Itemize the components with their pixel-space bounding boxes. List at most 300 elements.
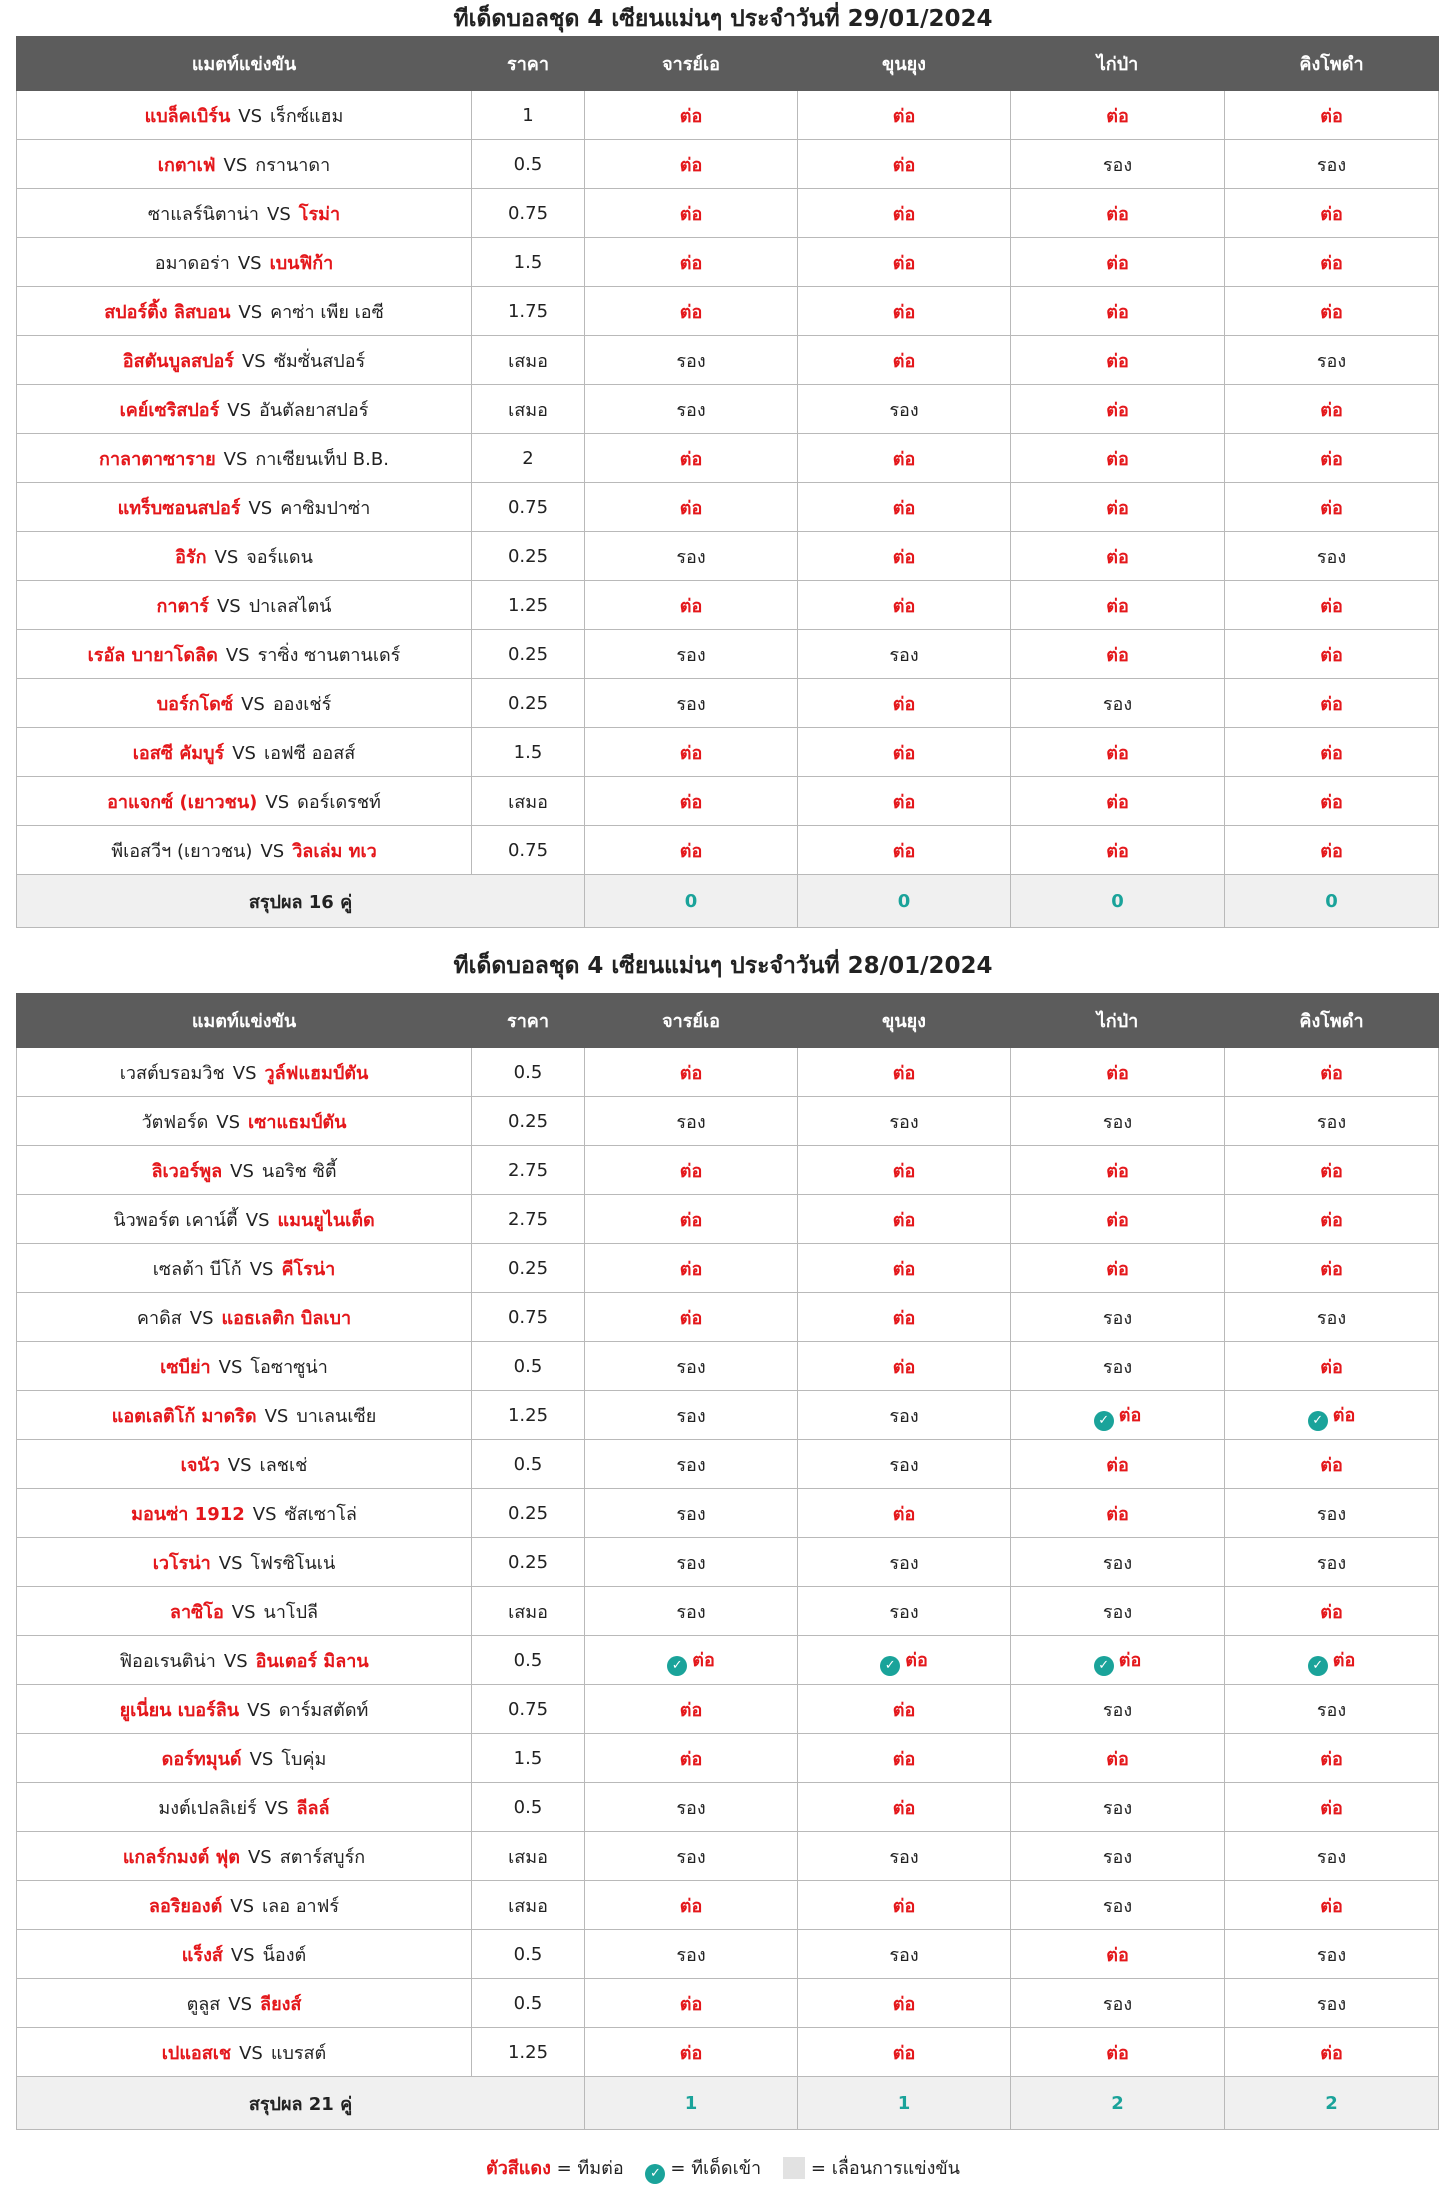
table-row (17, 434, 1439, 483)
match-cell (17, 826, 472, 875)
pick-cell (1011, 2028, 1225, 2077)
pick-cell (1225, 1048, 1439, 1097)
pick-value: ต่อ (1106, 595, 1129, 617)
match-cell (17, 1783, 472, 1832)
home-team: ลาซิโอ (169, 1601, 224, 1623)
summary-score-cell (585, 875, 798, 928)
pick-value: ต่อ (679, 1258, 703, 1280)
pick-value: ต่อ (1106, 1160, 1129, 1182)
home-team: อิรัก (175, 546, 207, 568)
pick-cell (798, 532, 1011, 581)
pick-cell (798, 385, 1011, 434)
table-row (17, 1832, 1439, 1881)
table-row (17, 826, 1439, 875)
odds-cell: 0.5 (472, 1342, 585, 1391)
pick-cell (585, 1979, 798, 2028)
match-cell (17, 238, 472, 287)
pick-value: ต่อ (892, 497, 916, 519)
table-row (17, 189, 1439, 238)
pick-value: รอง (1102, 1993, 1133, 2015)
pick-cell (585, 1293, 798, 1342)
home-team: แบล็คเบิร์น (144, 105, 231, 127)
pick-value: ต่อ (679, 497, 703, 519)
pick-cell (1225, 532, 1439, 581)
pick-value: ต่อ (1320, 203, 1343, 225)
table-row (17, 1440, 1439, 1489)
pick-cell (798, 826, 1011, 875)
match-cell (17, 728, 472, 777)
vs-label: VS (228, 1993, 253, 2015)
pick-value: ต่อ (1320, 399, 1343, 421)
pick-value: ต่อ (679, 595, 703, 617)
pick-value: ต่อ (679, 1895, 703, 1917)
check-icon: ✓ (667, 1656, 687, 1676)
pick-value: รอง (1102, 1846, 1133, 1868)
pick-cell (798, 728, 1011, 777)
pick-cell (1225, 287, 1439, 336)
pick-cell (1225, 581, 1439, 630)
away-team: ลียงส์ (260, 1993, 302, 2015)
vs-label: VS (216, 1111, 241, 1133)
home-team: แอตเลติโก้ มาดริด (111, 1405, 257, 1427)
vs-label: VS (230, 1944, 255, 1966)
odds-cell: 0.75 (472, 1293, 585, 1342)
pick-cell (798, 1440, 1011, 1489)
pick-cell (1225, 385, 1439, 434)
pick-cell (1011, 336, 1225, 385)
away-team: จอร์แดน (246, 546, 313, 568)
odds-cell: 0.5 (472, 1979, 585, 2028)
pick-value: ต่อ (679, 1307, 703, 1329)
pick-cell (1011, 1538, 1225, 1587)
pick-cell (798, 1195, 1011, 1244)
pick-value: รอง (1316, 154, 1347, 176)
pick-value: รอง (889, 1111, 919, 1133)
pick-cell (1225, 1783, 1439, 1832)
pick-value: ต่อ (679, 154, 703, 176)
pick-value: รอง (889, 1944, 919, 1966)
pick-value: ต่อ (1320, 1209, 1343, 1231)
pick-value: ต่อ (679, 1062, 703, 1084)
pick-value: ต่อ (1106, 399, 1129, 421)
pick-cell (798, 189, 1011, 238)
pick-cell (1225, 1734, 1439, 1783)
col-header-match: แมตท์แข่งขัน (17, 994, 472, 1048)
pick-cell (798, 1342, 1011, 1391)
pick-value: ต่อ (892, 1356, 916, 1378)
pick-cell (1011, 1489, 1225, 1538)
pick-cell (798, 483, 1011, 532)
pick-value: ต่อ (905, 1649, 928, 1671)
pick-cell (798, 1636, 1011, 1685)
pick-value: ต่อ (1106, 1944, 1129, 1966)
away-team: แบรสต์ (270, 2042, 327, 2064)
pick-cell (798, 1293, 1011, 1342)
pick-value: รอง (1102, 1552, 1133, 1574)
home-team: คาดิส (136, 1307, 182, 1329)
away-team: โอซาซูน่า (250, 1356, 328, 1378)
match-cell (17, 1636, 472, 1685)
col-header-tipster-2: ขุนยุง (798, 37, 1011, 91)
pick-value: ต่อ (679, 791, 703, 813)
away-team: เบนฟิก้า (269, 252, 334, 274)
pick-value: รอง (676, 693, 706, 715)
pick-value: ต่อ (1320, 1356, 1343, 1378)
vs-label: VS (239, 2042, 263, 2064)
pick-cell (1225, 483, 1439, 532)
away-team: ซัสเซาโล่ (284, 1503, 357, 1525)
pick-value: ต่อ (1106, 644, 1129, 666)
pick-value: ต่อ (892, 252, 916, 274)
vs-label: VS (231, 1601, 256, 1623)
match-cell (17, 1195, 472, 1244)
col-header-odds: ราคา (472, 37, 585, 91)
pick-value: รอง (1316, 546, 1347, 568)
pick-cell (798, 91, 1011, 140)
pick-cell (798, 2028, 1011, 2077)
summary-label-cell (17, 2077, 585, 2130)
match-cell (17, 1048, 472, 1097)
home-team: วัตฟอร์ด (141, 1111, 209, 1133)
home-team: กาตาร์ (156, 595, 209, 617)
odds-cell: 0.5 (472, 1930, 585, 1979)
away-team: นาโปลี (263, 1601, 319, 1623)
summary-score: 2 (1111, 2092, 1124, 2114)
pick-value: ต่อ (1320, 791, 1343, 813)
pick-value: ต่อ (679, 1209, 703, 1231)
match-cell (17, 1489, 472, 1538)
pick-value: รอง (676, 1356, 706, 1378)
pick-value: ต่อ (892, 595, 916, 617)
pick-cell (1011, 1391, 1225, 1440)
match-cell (17, 1244, 472, 1293)
pick-cell (585, 287, 798, 336)
pick-cell (1225, 1538, 1439, 1587)
away-team: แอธเลติก บิลเบา (221, 1307, 352, 1329)
table-row (17, 1538, 1439, 1587)
pick-cell (798, 1048, 1011, 1097)
vs-label: VS (260, 840, 285, 862)
pick-cell (1011, 434, 1225, 483)
pick-cell (1225, 1195, 1439, 1244)
pick-value: ต่อ (892, 105, 916, 127)
pick-cell (1011, 1048, 1225, 1097)
pick-value: ต่อ (892, 203, 916, 225)
pick-cell (585, 1146, 798, 1195)
home-team: เซลต้า บีโก้ (152, 1258, 242, 1280)
pick-value: ต่อ (1332, 1404, 1356, 1426)
pick-cell (585, 483, 798, 532)
pick-cell (1225, 189, 1439, 238)
summary-row (17, 875, 1439, 928)
pick-value: ต่อ (1320, 1748, 1343, 1770)
home-team: สปอร์ติ้ง ลิสบอน (104, 301, 231, 323)
pick-value: รอง (1316, 1307, 1347, 1329)
pick-value: ต่อ (1106, 1209, 1129, 1231)
pick-cell (1011, 1636, 1225, 1685)
pick-value: รอง (1102, 1895, 1133, 1917)
pick-cell (1011, 1097, 1225, 1146)
table-row (17, 1587, 1439, 1636)
table-row (17, 1979, 1439, 2028)
vs-label: VS (223, 1650, 248, 1672)
check-icon: ✓ (1308, 1656, 1328, 1676)
pick-cell (1011, 238, 1225, 287)
pick-value: รอง (1316, 1552, 1347, 1574)
vs-label: VS (232, 1062, 257, 1084)
vs-label: VS (227, 399, 252, 421)
pick-cell (1225, 140, 1439, 189)
pick-value: ต่อ (892, 742, 916, 764)
pick-cell (1225, 1440, 1439, 1489)
pick-value: รอง (889, 644, 919, 666)
table-row (17, 1636, 1439, 1685)
vs-label: VS (230, 1895, 255, 1917)
pick-value: ต่อ (1332, 1649, 1356, 1671)
table-row (17, 91, 1439, 140)
pick-cell (585, 532, 798, 581)
pick-value: ต่อ (679, 1699, 703, 1721)
pick-value: รอง (1316, 350, 1347, 372)
home-team: ตูลูส (186, 1993, 221, 2015)
away-team: ปาเลสไตน์ (248, 595, 332, 617)
pick-value: ต่อ (892, 546, 916, 568)
away-team: สตาร์สบูร์ก (279, 1846, 366, 1868)
pick-cell (1225, 1832, 1439, 1881)
vs-label: VS (265, 791, 290, 813)
pick-cell (585, 434, 798, 483)
away-team: เร็กซ์แฮม (270, 105, 344, 127)
away-team: บาเลนเซีย (296, 1405, 377, 1427)
pick-cell (798, 140, 1011, 189)
away-team: เซาแธมป์ตัน (248, 1111, 347, 1133)
pick-value: ต่อ (1106, 1258, 1129, 1280)
home-team: พีเอสวีฯ (เยาวชน) (111, 840, 253, 862)
summary-row (17, 2077, 1439, 2130)
summary-score-cell (1011, 875, 1225, 928)
table-row (17, 630, 1439, 679)
home-team: เอสซี คัมบูร์ (132, 742, 225, 764)
vs-label: VS (241, 693, 265, 715)
odds-cell: 0.25 (472, 1489, 585, 1538)
match-cell (17, 1930, 472, 1979)
pick-value: รอง (676, 1601, 706, 1623)
home-team: แร็งส์ (181, 1944, 223, 1966)
table-row (17, 728, 1439, 777)
match-cell (17, 1832, 472, 1881)
pick-value: รอง (889, 399, 919, 421)
pick-value: ต่อ (892, 1993, 916, 2015)
table-row (17, 1293, 1439, 1342)
pick-cell (585, 1097, 798, 1146)
table-row (17, 1489, 1439, 1538)
pick-cell (1011, 91, 1225, 140)
col-header-tipster-3: ไก่ป่า (1011, 994, 1225, 1048)
vs-label: VS (247, 1846, 272, 1868)
pick-value: ต่อ (1106, 1503, 1129, 1525)
pick-value: ต่อ (1106, 1454, 1129, 1476)
pick-cell (798, 336, 1011, 385)
pick-value: รอง (1316, 1699, 1347, 1721)
legend-check-meaning: = ทีเด็ดเข้า (670, 2158, 762, 2179)
pick-value: ต่อ (679, 2042, 703, 2064)
pick-cell (1225, 1636, 1439, 1685)
pick-cell (1011, 1146, 1225, 1195)
pick-cell (1011, 826, 1225, 875)
pick-cell (1225, 2028, 1439, 2077)
pick-cell (585, 1832, 798, 1881)
match-cell (17, 1342, 472, 1391)
pick-cell (1225, 1979, 1439, 2028)
pick-cell (1225, 826, 1439, 875)
pick-value: ต่อ (1320, 105, 1343, 127)
pick-cell (1011, 679, 1225, 728)
match-cell (17, 287, 472, 336)
pick-value: ต่อ (892, 1062, 916, 1084)
pick-value: ต่อ (892, 1209, 916, 1231)
away-team: อินเตอร์ มิลาน (255, 1650, 369, 1672)
pick-value: ต่อ (892, 1748, 916, 1770)
home-team: เรอัล บายาโดลิด (87, 644, 218, 666)
pick-cell (798, 1489, 1011, 1538)
pick-value: ต่อ (1106, 1748, 1129, 1770)
pick-cell (1011, 189, 1225, 238)
home-team: นิวพอร์ต เคาน์ตี้ (113, 1209, 238, 1231)
pick-cell (585, 1783, 798, 1832)
summary-score: 0 (684, 890, 698, 912)
away-team: นอริช ซิตี้ (261, 1160, 337, 1182)
pick-cell (585, 1391, 798, 1440)
vs-label: VS (264, 1405, 289, 1427)
pick-value: ต่อ (1106, 203, 1129, 225)
pick-cell (798, 287, 1011, 336)
pick-value: ต่อ (1106, 252, 1129, 274)
pick-value: ต่อ (1320, 1601, 1343, 1623)
odds-cell: 1.5 (472, 238, 585, 287)
summary-score: 0 (1325, 890, 1338, 912)
pick-cell (1225, 1489, 1439, 1538)
table-row (17, 581, 1439, 630)
pick-cell (798, 1587, 1011, 1636)
pick-value: ต่อ (892, 448, 916, 470)
table-row (17, 385, 1439, 434)
match-cell (17, 189, 472, 238)
vs-label: VS (241, 350, 266, 372)
summary-score: 1 (684, 2092, 698, 2114)
away-team: แมนยูไนเต็ด (277, 1209, 375, 1231)
pick-cell (798, 1146, 1011, 1195)
match-cell (17, 1685, 472, 1734)
col-header-tipster-4: คิงโพดำ (1225, 37, 1439, 91)
summary-label: สรุปผล 16 คู่ (248, 891, 353, 913)
pick-value: ต่อ (1320, 1062, 1343, 1084)
pick-cell (585, 1195, 798, 1244)
pick-value: รอง (676, 1552, 706, 1574)
pick-cell (585, 1685, 798, 1734)
home-team: ดอร์ทมุนด์ (161, 1748, 242, 1770)
vs-label: VS (264, 1797, 289, 1819)
away-team: เอฟซี ออสส์ (263, 742, 356, 764)
odds-cell: เสมอ (472, 1881, 585, 1930)
check-icon: ✓ (1094, 1656, 1114, 1676)
vs-label: VS (249, 1258, 274, 1280)
home-team: ลิเวอร์พูล (151, 1160, 223, 1182)
pick-value: รอง (676, 1503, 706, 1525)
away-team: ลีลล์ (296, 1797, 330, 1819)
odds-cell: 1.5 (472, 728, 585, 777)
pick-value: รอง (1102, 1601, 1133, 1623)
col-header-tipster-1: จารย์เอ (585, 37, 798, 91)
match-cell (17, 1979, 472, 2028)
vs-label: VS (189, 1307, 214, 1329)
pick-value: ต่อ (1320, 1160, 1343, 1182)
match-cell (17, 1734, 472, 1783)
pick-cell (1225, 1342, 1439, 1391)
home-team: ยูเนี่ยน เบอร์ลิน (119, 1699, 240, 1721)
pick-cell (585, 1930, 798, 1979)
away-team: เลอ อาฟร์ (262, 1895, 340, 1917)
pick-cell (585, 189, 798, 238)
odds-cell: 0.75 (472, 483, 585, 532)
pick-cell (1011, 630, 1225, 679)
pick-value: รอง (676, 350, 706, 372)
pick-cell (798, 434, 1011, 483)
table-row (17, 1734, 1439, 1783)
pick-value: ต่อ (1106, 301, 1129, 323)
pick-value: ต่อ (892, 1699, 916, 1721)
pick-value: ต่อ (892, 154, 916, 176)
pick-cell (798, 1734, 1011, 1783)
pick-cell (1011, 1832, 1225, 1881)
pick-cell (585, 1489, 798, 1538)
odds-cell: เสมอ (472, 1832, 585, 1881)
pick-cell (1011, 728, 1225, 777)
home-team: เคย์เซริสปอร์ (119, 399, 220, 421)
pick-value: ต่อ (1320, 2042, 1343, 2064)
pick-cell (1225, 336, 1439, 385)
odds-cell: เสมอ (472, 777, 585, 826)
home-team: เปแอสเช (161, 2042, 232, 2064)
pick-cell (798, 1832, 1011, 1881)
away-team: วูล์ฟแฮมป์ตัน (264, 1062, 369, 1084)
table-row (17, 777, 1439, 826)
table-row (17, 1391, 1439, 1440)
odds-cell: 1.75 (472, 287, 585, 336)
gray-swatch (783, 2157, 805, 2179)
match-cell (17, 1587, 472, 1636)
col-header-tipster-1: จารย์เอ (585, 994, 798, 1048)
odds-cell: 0.5 (472, 1440, 585, 1489)
legend-red-meaning: = ทีมต่อ (556, 2158, 624, 2179)
pick-value: ต่อ (1320, 301, 1343, 323)
pick-cell (1225, 91, 1439, 140)
summary-label: สรุปผล 21 คู่ (248, 2093, 353, 2115)
match-cell (17, 581, 472, 630)
away-team: ดาร์มสตัดท์ (278, 1699, 369, 1721)
pick-cell (585, 1881, 798, 1930)
pick-cell (1011, 1685, 1225, 1734)
col-header-odds: ราคา (472, 994, 585, 1048)
pick-value: ต่อ (892, 301, 916, 323)
pick-cell (1225, 1685, 1439, 1734)
home-team: อมาดอร่า (154, 252, 230, 274)
pick-cell (585, 728, 798, 777)
table-row (17, 287, 1439, 336)
odds-cell: 0.25 (472, 1538, 585, 1587)
match-cell (17, 1293, 472, 1342)
pick-value: ต่อ (1320, 497, 1343, 519)
pick-value: ต่อ (679, 1160, 703, 1182)
